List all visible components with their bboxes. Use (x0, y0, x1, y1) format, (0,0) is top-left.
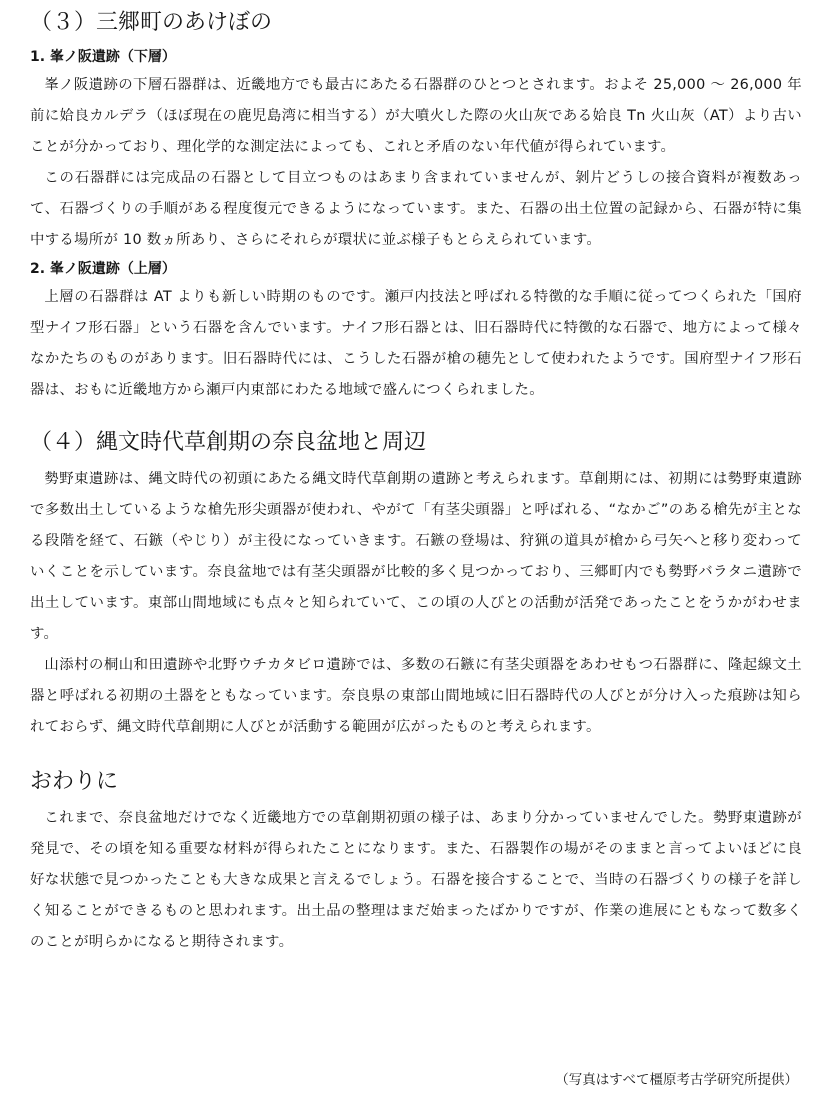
photo-credit: （写真はすべて橿原考古学研究所提供） (555, 1072, 798, 1088)
section-conclusion (30, 767, 802, 958)
body-paragraph: 峯ノ阪遺跡の下層石器群は、近畿地方でも最古にあたる石器群のひとつとされます。およそ 25,000 ～ 26,000 年前に姶良カルデラ（ほぼ現在の鹿児島湾に相当する）が大噴火した際の火山灰である姶良 Tn 火山灰（AT）より古いことが分かっており、理化学的な測定法によっても、これと矛盾のない年代値が得られています。 (30, 77, 802, 155)
body-paragraph: これまで、奈良盆地だけでなく近畿地方での草創期初頭の様子は、あまり分かっていませんでした。勢野東遺跡が発見で、その頃を知る重要な材料が得られたことになります。また、石器製作の場がそのままと言ってよいほどに良好な状態で見つかったことも大きな成果と言えるでしょう。石器を接合することで、当時の石器づくりの様子を詳しく知ることができるものと思われます。出土品の整理はまだ始まったばかりですが、作業の進展にともなって数多くのことが明らかになると期待されます。 (30, 810, 802, 950)
subsection-title: 2. 峯ノ阪遺跡（上層） (30, 261, 176, 277)
section-heading: おわりに (30, 769, 119, 794)
section-heading: （３）三郷町のあけぼの (30, 10, 273, 35)
body-paragraph: この石器群には完成品の石器として目立つものはあまり含まれていませんが、剝片どうしの接合資料が複数あって、石器づくりの手順がある程度復元できるようになっています。また、石器の出土位置の記録から、石器が特に集中する場所が 10 数ヵ所あり、さらにそれらが環状に並ぶ様子もとらえられています。 (30, 170, 802, 248)
section-jomon-incipient (30, 428, 802, 743)
section-sango-dawn (30, 8, 802, 406)
body-paragraph: 上層の石器群は AT よりも新しい時期のものです。瀬戸内技法と呼ばれる特徴的な手順に従ってつくられた「国府型ナイフ形石器」という石器を含んでいます。ナイフ形石器とは、旧石器時代に特徴的な石器で、地方によって様々なかたちのものがあります。旧石器時代には、こうした石器が槍の穂先として使われたようです。国府型ナイフ形石器は、おもに近畿地方から瀬戸内東部にわたる地域で盛んにつくられました。 (30, 289, 802, 398)
body-paragraph: 勢野東遺跡は、縄文時代の初頭にあたる縄文時代草創期の遺跡と考えられます。草創期には、初期には勢野東遺跡で多数出土しているような槍先形尖頭器が使われ、やがて「有茎尖頭器」と呼ばれる、“なかご”のある槍先が主となる段階を経て、石鏃（やじり）が主役になっていきます。石鏃の登場は、狩猟の道具が槍から弓矢へと移り変わっていくことを示しています。奈良盆地では有茎尖頭器が比較的多く見つかっており、三郷町内でも勢野バラタニ遺跡で出土しています。東部山間地域にも点々と知られていて、この頃の人びとの活動が活発であったことをうかがわせます。 (30, 471, 802, 642)
subsection-title: 1. 峯ノ阪遺跡（下層） (30, 49, 176, 65)
body-paragraph: 山添村の桐山和田遺跡や北野ウチカタビロ遺跡では、多数の石鏃に有茎尖頭器をあわせもつ石器群に、隆起線文土器と呼ばれる初期の土器をともなっています。奈良県の東部山間地域に旧石器時代の人びとが分け入った痕跡は知られておらず、縄文時代草創期に人びとが活動する範囲が広がったものと考えられます。 (30, 657, 802, 735)
section-heading: （４）縄文時代草創期の奈良盆地と周辺 (30, 430, 427, 455)
